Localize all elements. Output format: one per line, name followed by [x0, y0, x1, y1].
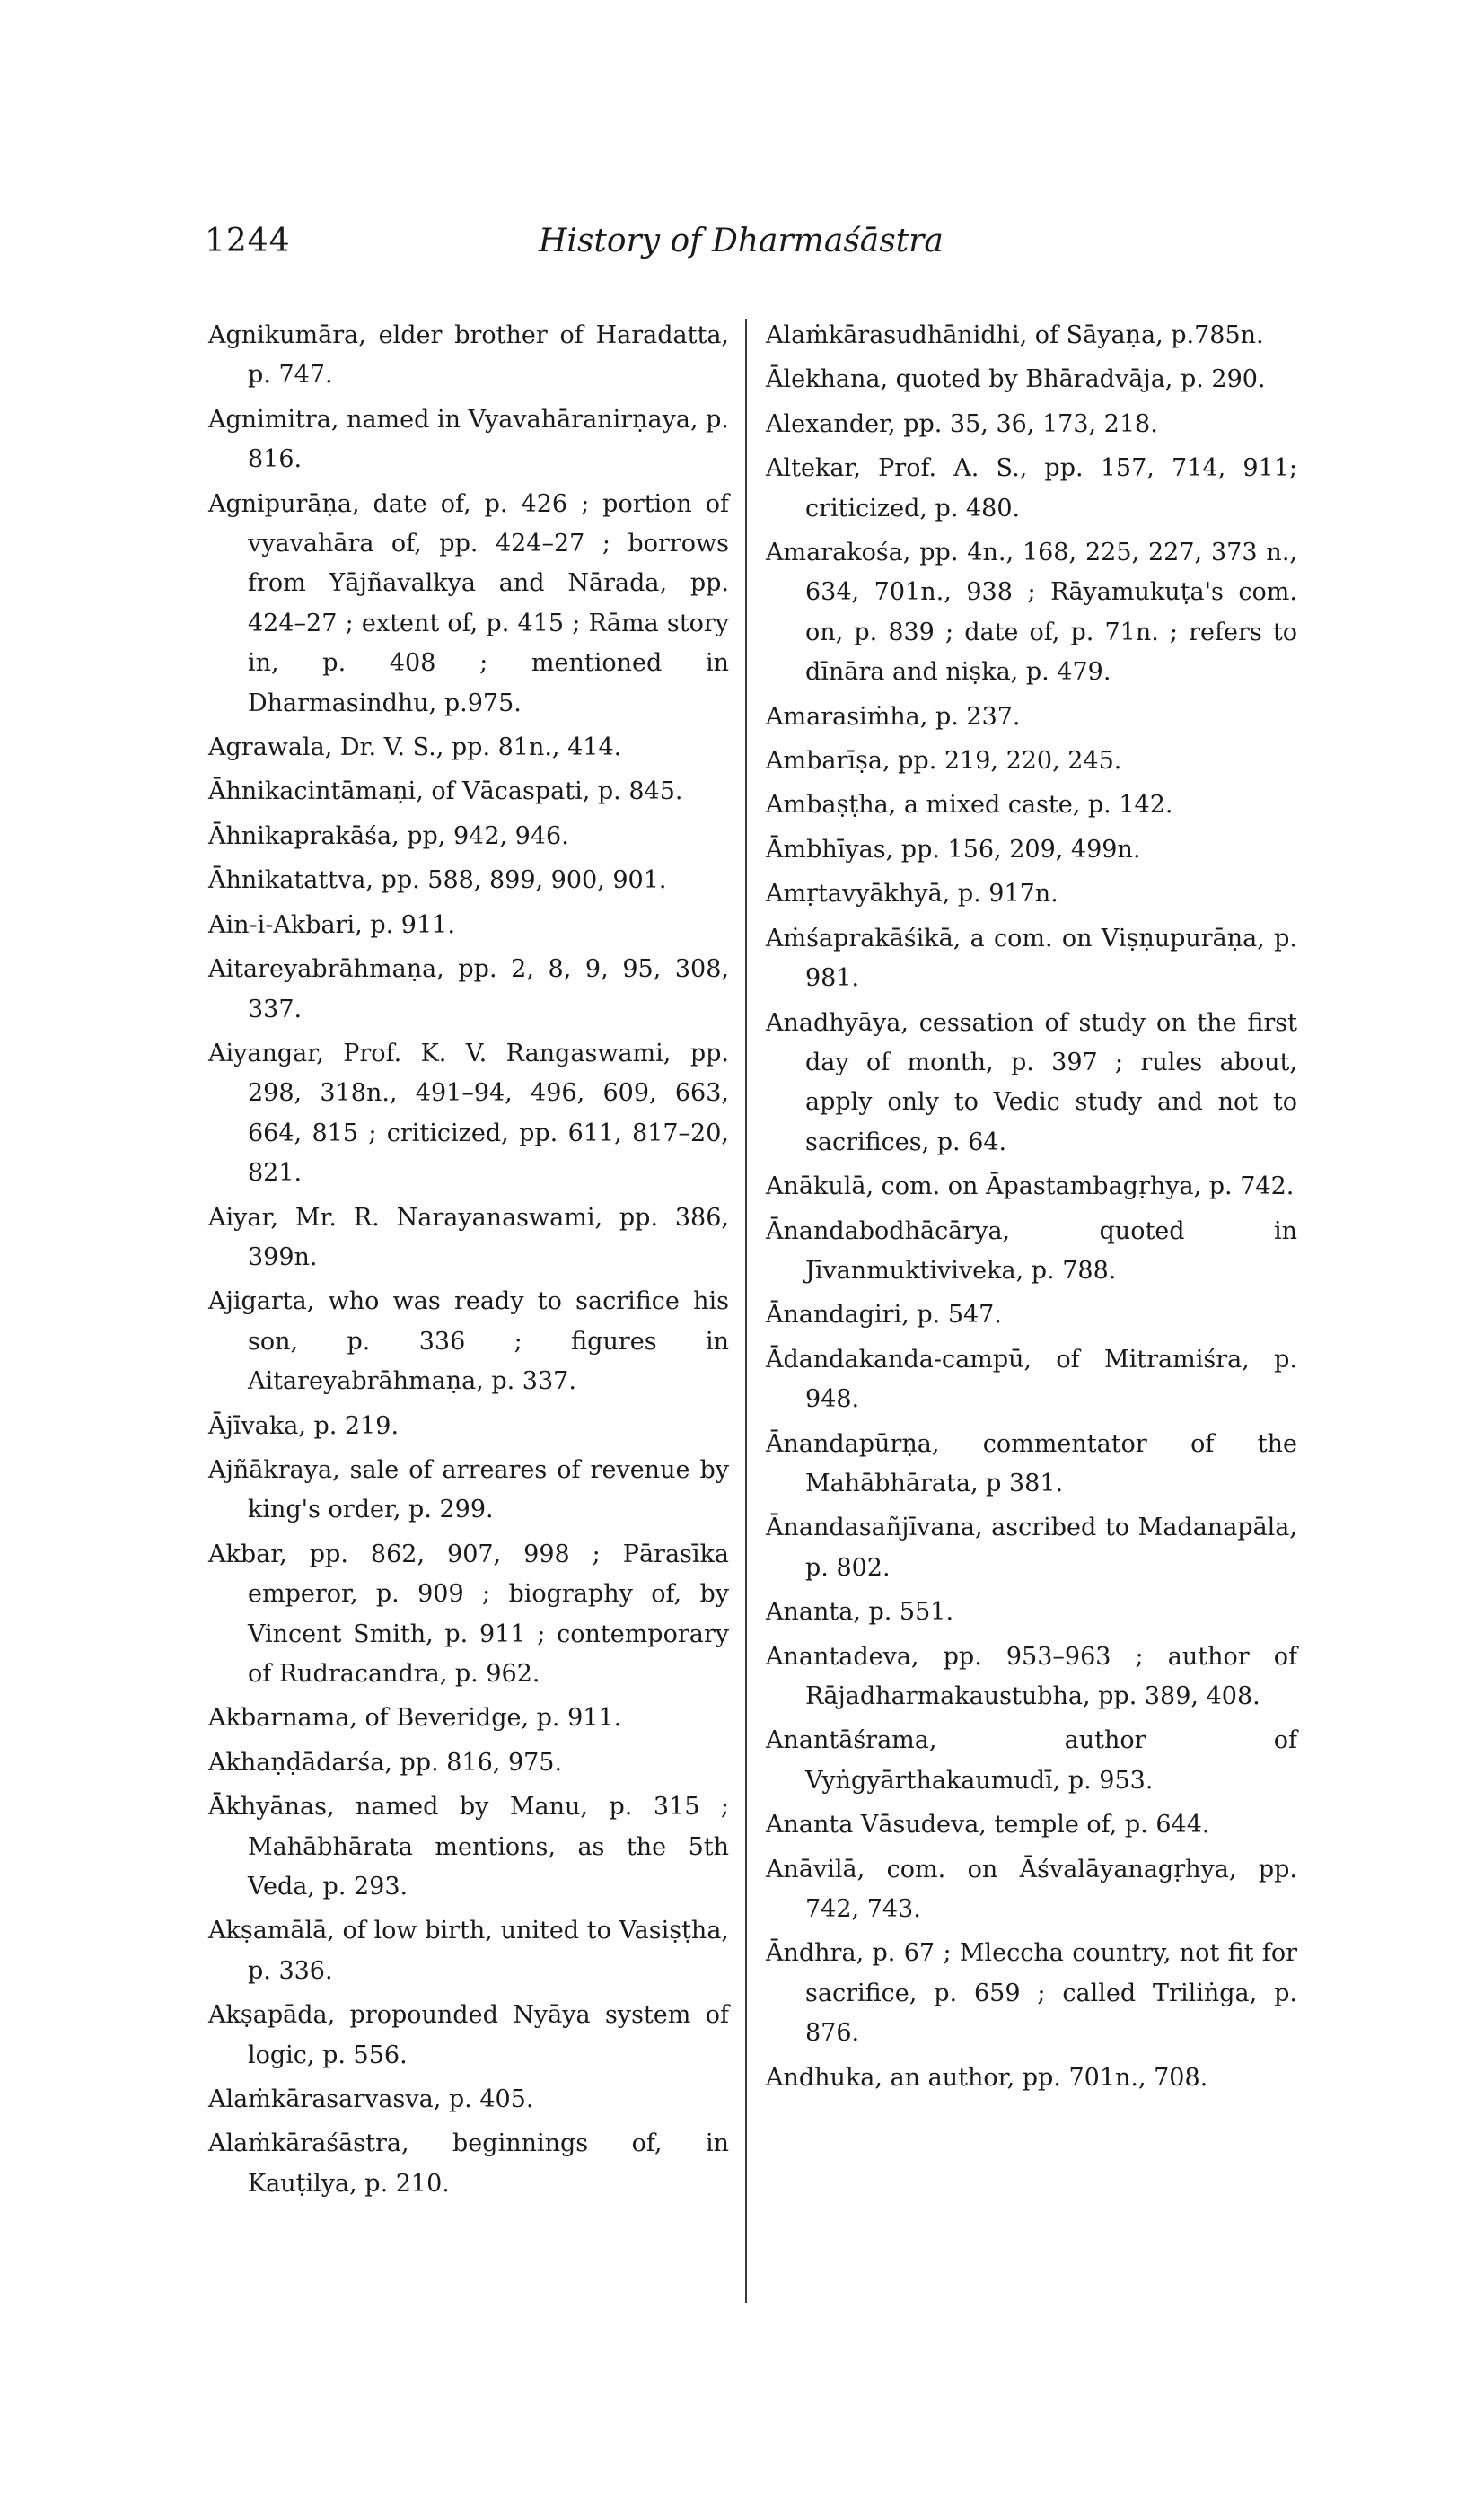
index-entry: Amarakośa, pp. 4n., 168, 225, 227, 373 n., 634, 701n., 938 ; Rāyamukuṭa's com. on, p. 839 ; date of, p. 71n. ; refers to dīnāra and niṣka, p. 479.	[766, 539, 1297, 687]
index-entry: Āmbhīyas, pp. 156, 209, 499n.	[766, 835, 1141, 864]
index-entry: Andhuka, an author, pp. 701n., 708.	[766, 2063, 1208, 2092]
index-entry: Anantadeva, pp. 953–963 ; author of Rājadharmakaustubha, pp. 389, 408.	[766, 1642, 1297, 1710]
index-entry: Ambaṣṭha, a mixed caste, p. 142.	[766, 791, 1173, 820]
index-entry: Āhnikaprakāśa, pp, 942, 946.	[208, 821, 569, 850]
index-entry: Agnikumāra, elder brother of Haradatta, p. 747.	[208, 321, 729, 390]
index-entry: Agnipurāṇa, date of, p. 426 ; portion of vyavahāra of, pp. 424–27 ; borrows from Yājñavalkya and Nārada, pp. 424–27 ; extent of, p. 415 ; Rāma story in, p. 408 ; mentioned in Dharmasindhu, p.975.	[208, 489, 729, 717]
index-entry: Altekar, Prof. A. S., pp. 157, 714, 911; criticized, p. 480.	[766, 454, 1297, 522]
index-entry: Amarasiṁha, p. 237.	[766, 702, 1021, 731]
index-entry: Akbar, pp. 862, 907, 998 ; Pārasīka emperor, p. 909 ; biography of, by Vincent Smith, p. 911 ; contemporary of Rudracandra, p. 962.	[208, 1540, 729, 1688]
index-column-left	[208, 316, 729, 2208]
index-entry: Alaṁkārasarvasva, p. 405.	[208, 2085, 534, 2114]
index-entry: Āhnikatattva, pp. 588, 899, 900, 901.	[208, 866, 667, 895]
index-entry: Anadhyāya, cessation of study on the first day of month, p. 397 ; rules about, apply only to Vedic study and not to sacrifices, p. 64.	[766, 1008, 1297, 1156]
index-entry: Alexander, pp. 35, 36, 173, 218.	[766, 409, 1158, 438]
index-entry: Aiyangar, Prof. K. V. Rangaswami, pp. 298, 318n., 491–94, 496, 609, 663, 664, 815 ; criticized, pp. 611, 817–20, 821.	[208, 1039, 729, 1188]
index-entry: Āndhra, p. 67 ; Mleccha country, not fit for sacrifice, p. 659 ; called Triliṅga, p. 876.	[766, 1939, 1297, 2048]
index-entry: Ānandapūrṇa, commentator of the Mahābhārata, p 381.	[766, 1429, 1297, 1497]
index-entry: Akbarnama, of Beveridge, p. 911.	[208, 1704, 622, 1733]
index-entry: Aitareyabrāhmaṇa, pp. 2, 8, 9, 95, 308, 337.	[208, 955, 729, 1023]
index-entry: Agrawala, Dr. V. S., pp. 81n., 414.	[208, 733, 622, 762]
index-entry: Akṣapāda, propounded Nyāya system of logic, p. 556.	[208, 2001, 729, 2069]
index-entry: Aṁśaprakāśikā, a com. on Viṣṇupurāṇa, p. 981.	[766, 924, 1297, 993]
index-entry: Akhaṇḍādarśa, pp. 816, 975.	[208, 1748, 563, 1777]
column-divider	[745, 319, 747, 2303]
index-entry: Anākulā, com. on Āpastambagṛhya, p. 742.	[766, 1172, 1295, 1201]
index-entry: Akṣamālā, of low birth, united to Vasiṣṭha, p. 336.	[208, 1917, 729, 1985]
running-title: History of Dharmaśāstra	[539, 223, 944, 259]
index-entry: Ājīvaka, p. 219.	[208, 1411, 400, 1440]
index-entry: Ajigarta, who was ready to sacrifice his son, p. 336 ; figures in Aitareyabrāhmaṇa, p. 337.	[208, 1287, 729, 1396]
index-entry: Ajñākraya, sale of arreares of revenue by king's order, p. 299.	[208, 1455, 729, 1524]
index-entry: Ālekhana, quoted by Bhāradvāja, p. 290.	[766, 365, 1266, 394]
index-entry: Ain-i-Akbari, p. 911.	[208, 910, 455, 939]
index-entry: Ananta Vāsudeva, temple of, p. 644.	[766, 1811, 1210, 1839]
index-entry: Alaṁkārasudhānidhi, of Sāyaṇa, p.785n.	[766, 321, 1264, 349]
index-entry: Agnimitra, named in Vyavahāranirṇaya, p. 816.	[208, 405, 729, 474]
index-entry: Ananta, p. 551.	[766, 1598, 954, 1627]
index-entry: Ānandasañjīvana, ascribed to Madanapāla, p. 802.	[766, 1514, 1297, 1582]
index-column-right	[766, 316, 1297, 2103]
index-entry: Aiyar, Mr. R. Narayanaswami, pp. 386, 399n.	[208, 1203, 729, 1271]
index-entry: Anāvilā, com. on Āśvalāyanagṛhya, pp. 742, 743.	[766, 1855, 1297, 1924]
index-entry: Āhnikacintāmaṇi, of Vācaspati, p. 845.	[208, 777, 683, 806]
page-number: 1244	[205, 223, 291, 259]
index-entry: Ambarīṣa, pp. 219, 220, 245.	[766, 747, 1122, 776]
index-entry: Anantāśrama, author of Vyṅgyārthakaumudī, p. 953.	[766, 1726, 1297, 1795]
index-entry: Alaṁkāraśāstra, beginnings of, in Kauṭilya, p. 210.	[208, 2129, 729, 2198]
index-entry: Amṛtavyākhyā, p. 917n.	[766, 880, 1058, 909]
index-entry: Ānandagiri, p. 547.	[766, 1301, 1002, 1330]
index-entry: Ādandakanda-campū, of Mitramiśra, p. 948.	[766, 1345, 1297, 1414]
index-entry: Ānandabodhācārya, quoted in Jīvanmuktiviveka, p. 788.	[766, 1216, 1297, 1285]
index-entry: Ākhyānas, named by Manu, p. 315 ; Mahābhārata mentions, as the 5th Veda, p. 293.	[208, 1793, 729, 1901]
